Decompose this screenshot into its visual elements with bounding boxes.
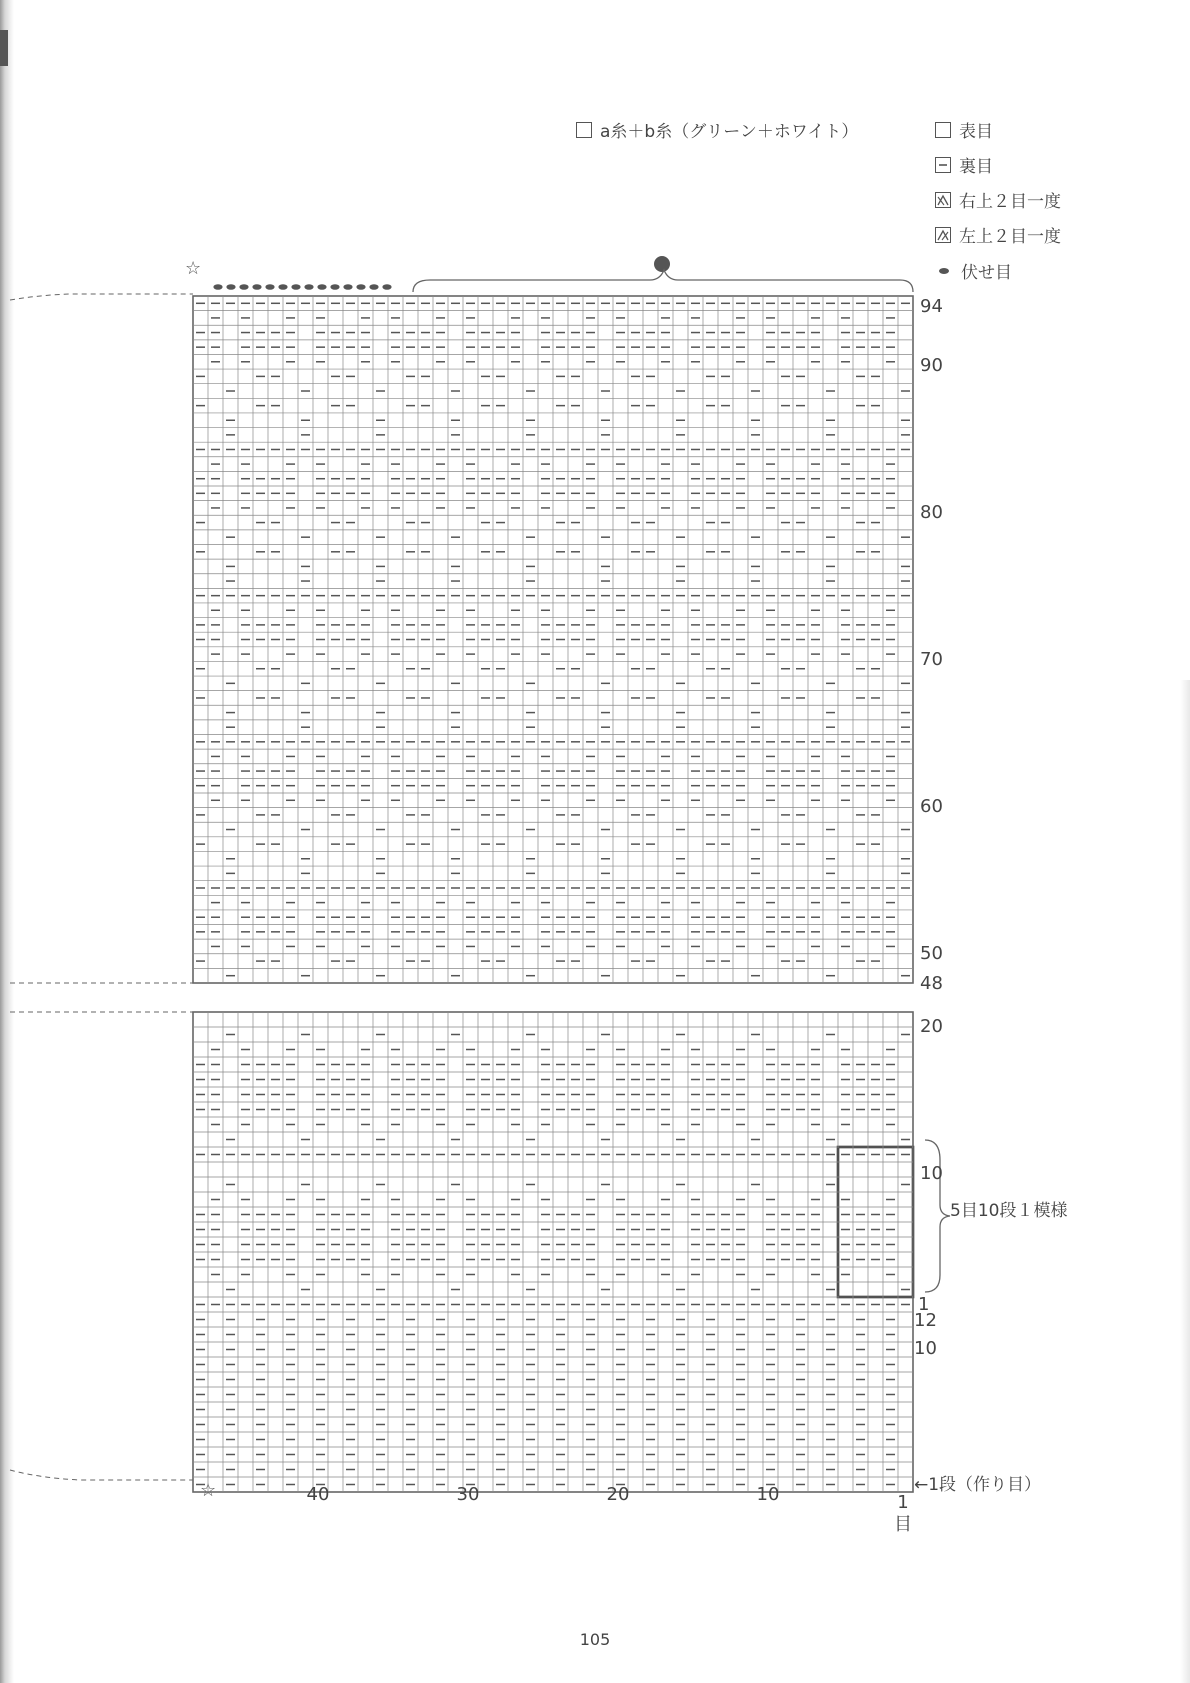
guide-line-top <box>10 294 193 300</box>
bind-off-stitch <box>369 284 378 290</box>
bind-off-stitch <box>304 284 313 290</box>
bind-off-stitch <box>252 284 261 290</box>
row-label-rib-10: 10 <box>914 1338 937 1359</box>
bind-off-stitch <box>239 284 248 290</box>
bind-off-stitch <box>265 284 274 290</box>
legend-bind-off-label: 伏せ目 <box>961 263 1012 283</box>
bind-off-stitch <box>382 284 391 290</box>
row-label-pattern-10: 10 <box>920 1163 943 1184</box>
page-number: 105 <box>579 1630 611 1649</box>
bind-off-stitch <box>291 284 300 290</box>
row-label-1: 1 <box>918 1294 930 1315</box>
chart-decorations <box>10 270 950 1480</box>
star-marker-bottom: ☆ <box>200 1480 217 1501</box>
bind-off-stitch <box>330 284 339 290</box>
row-label-70: 70 <box>920 649 943 670</box>
row-label-80: 80 <box>920 502 943 523</box>
col-label-30: 30 <box>456 1484 480 1505</box>
row-label-90: 90 <box>920 355 943 376</box>
cast-on-note: ←1段（作り目） <box>914 1475 1042 1495</box>
bind-off-stitch <box>226 284 235 290</box>
bind-off-stitch <box>278 284 287 290</box>
col-label-20: 20 <box>606 1484 630 1505</box>
col-unit-label: 目 <box>894 1514 912 1535</box>
col-label-1: 1 <box>897 1492 909 1513</box>
row-label-50: 50 <box>920 943 943 964</box>
bind-off-stitch <box>343 284 352 290</box>
star-marker-top: ☆ <box>185 258 202 279</box>
legend-left-k2tog-label: 左上２目一度 <box>959 227 1061 247</box>
bind-off-stitch <box>356 284 365 290</box>
legend-purl-label: 裏目 <box>959 157 993 177</box>
legend-knit-label: 表目 <box>959 122 993 142</box>
legend-right-k2tog-label: 右上２目一度 <box>959 192 1061 212</box>
col-label-10: 10 <box>756 1484 780 1505</box>
row-label-60: 60 <box>920 796 943 817</box>
guide-line-bottom <box>10 1470 193 1480</box>
row-label-48: 48 <box>920 973 943 994</box>
bind-off-stitch <box>317 284 326 290</box>
col-label-40: 40 <box>306 1484 330 1505</box>
repeat-note: 5目10段１模様 <box>950 1201 1068 1221</box>
row-label-12: 12 <box>914 1310 937 1331</box>
row-label-94: 94 <box>920 296 943 317</box>
chart-lower-grid <box>193 1012 913 1492</box>
bind-off-stitch <box>213 284 222 290</box>
row-label-20: 20 <box>920 1016 943 1037</box>
bind-off-brace <box>413 270 913 292</box>
legend-yarn-label: a糸＋b糸（グリーン＋ホワイト） <box>600 122 859 142</box>
